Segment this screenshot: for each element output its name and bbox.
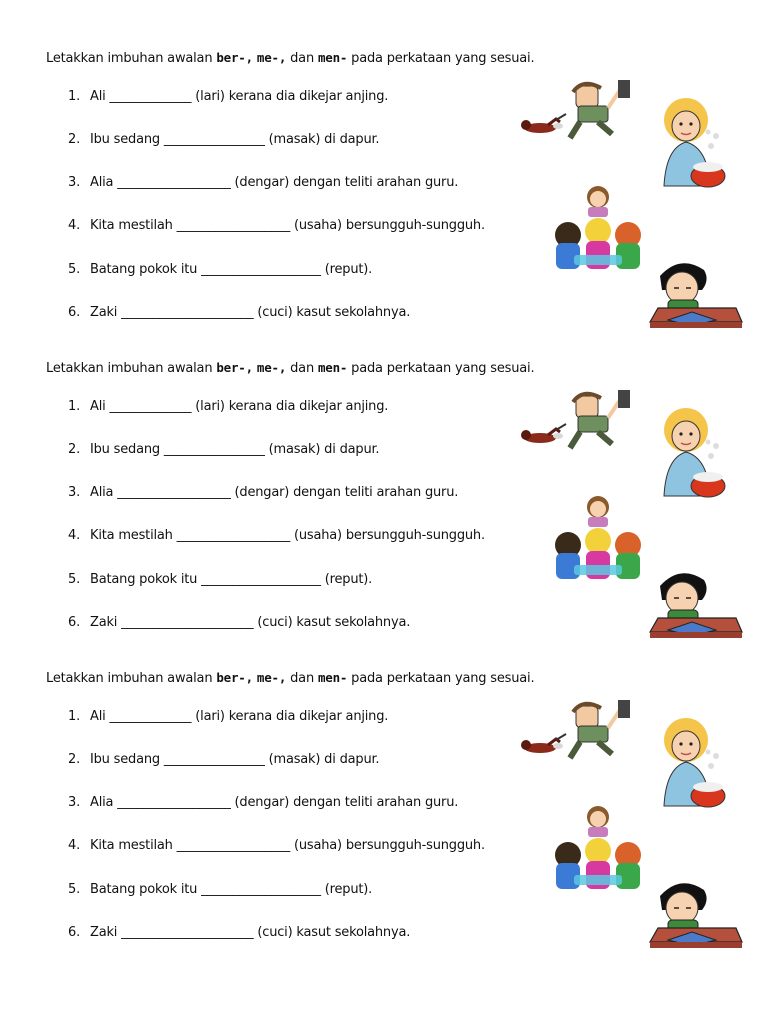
question-4: 4. Kita mestilah __________________ (usaha) bersungguh-sungguh. — [68, 528, 485, 543]
question-6: 6. Zaki _____________________ (cuci) kasut sekolahnya. — [68, 925, 411, 940]
question-2: 2. Ibu sedang ________________ (masak) di dapur. — [68, 752, 380, 767]
instruction-mid: dan — [286, 51, 318, 66]
boy-reading-illustration — [640, 876, 748, 968]
instruction-pre: Letakkan imbuhan awalan — [46, 671, 217, 686]
running-man-dog-illustration — [518, 698, 633, 763]
instruction-post: pada perkataan yang sesuai. — [347, 51, 535, 66]
instruction-mid: dan — [286, 361, 318, 376]
children-group-illustration — [552, 805, 644, 895]
question-3: 3. Alia __________________ (dengar) dengan teliti arahan guru. — [68, 175, 459, 190]
prefix-ber: ber-, — [216, 670, 253, 685]
question-2: 2. Ibu sedang ________________ (masak) di dapur. — [68, 132, 380, 147]
children-group-illustration — [552, 185, 644, 275]
mother-cooking-illustration — [656, 406, 732, 504]
instruction-text — [46, 50, 534, 66]
worksheet-section-1 — [0, 50, 768, 350]
question-1: 1. Ali _____________ (lari) kerana dia dikejar anjing. — [68, 709, 389, 724]
question-5: 5. Batang pokok itu ___________________ (reput). — [68, 262, 373, 277]
question-4: 4. Kita mestilah __________________ (usaha) bersungguh-sungguh. — [68, 218, 485, 233]
prefix-men: men- — [317, 50, 348, 65]
running-man-dog-illustration — [518, 78, 633, 143]
instruction-text — [46, 360, 534, 376]
mother-cooking-illustration — [656, 96, 732, 194]
question-1: 1. Ali _____________ (lari) kerana dia dikejar anjing. — [68, 89, 389, 104]
question-6: 6. Zaki _____________________ (cuci) kasut sekolahnya. — [68, 305, 411, 320]
prefix-men: men- — [317, 360, 348, 375]
question-1: 1. Ali _____________ (lari) kerana dia dikejar anjing. — [68, 399, 389, 414]
prefix-me: me-, — [256, 670, 287, 685]
worksheet-section-2 — [0, 360, 768, 660]
instruction-post: pada perkataan yang sesuai. — [347, 361, 535, 376]
prefix-ber: ber-, — [216, 50, 253, 65]
prefix-ber: ber-, — [216, 360, 253, 375]
worksheet-section-3 — [0, 670, 768, 970]
children-group-illustration — [552, 495, 644, 585]
question-2: 2. Ibu sedang ________________ (masak) di dapur. — [68, 442, 380, 457]
instruction-pre: Letakkan imbuhan awalan — [46, 51, 217, 66]
mother-cooking-illustration — [656, 716, 732, 814]
question-5: 5. Batang pokok itu ___________________ (reput). — [68, 882, 373, 897]
instruction-text — [46, 670, 534, 686]
question-3: 3. Alia __________________ (dengar) dengan teliti arahan guru. — [68, 795, 459, 810]
prefix-me: me-, — [256, 360, 287, 375]
prefix-me: me-, — [256, 50, 287, 65]
instruction-pre: Letakkan imbuhan awalan — [46, 361, 217, 376]
question-4: 4. Kita mestilah __________________ (usaha) bersungguh-sungguh. — [68, 838, 485, 853]
running-man-dog-illustration — [518, 388, 633, 453]
instruction-post: pada perkataan yang sesuai. — [347, 671, 535, 686]
boy-reading-illustration — [640, 566, 748, 658]
question-3: 3. Alia __________________ (dengar) dengan teliti arahan guru. — [68, 485, 459, 500]
prefix-men: men- — [317, 670, 348, 685]
boy-reading-illustration — [640, 256, 748, 348]
question-6: 6. Zaki _____________________ (cuci) kasut sekolahnya. — [68, 615, 411, 630]
instruction-mid: dan — [286, 671, 318, 686]
question-5: 5. Batang pokok itu ___________________ (reput). — [68, 572, 373, 587]
